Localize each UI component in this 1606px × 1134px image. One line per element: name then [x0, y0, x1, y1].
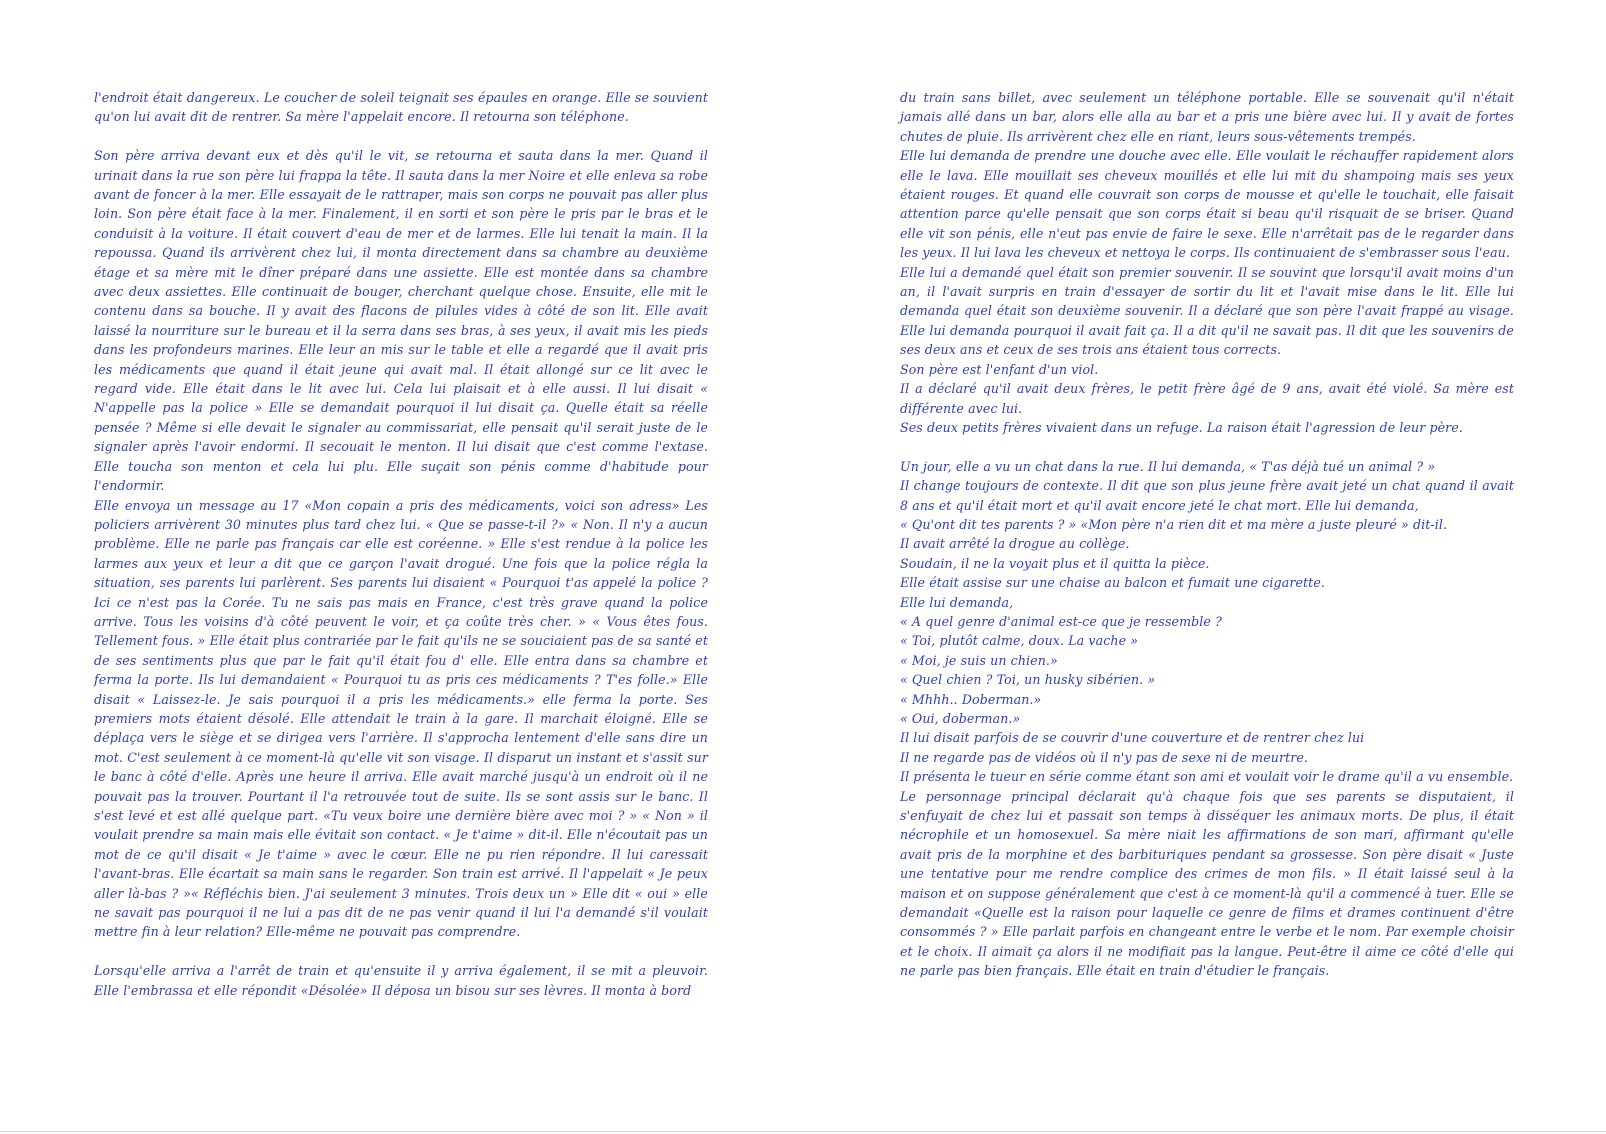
right-paragraph-10: Il avait arrêté la drogue au collège.	[900, 536, 1130, 552]
right-paragraph-3: Elle lui a demandé quel était son premier souvenir. Il se souvint que lorsqu'il avait moins d'un an, il l'avait surpris en train d'essayer de sortir du lit et l'avait mise dans le lit. Elle lui demanda quel était son deuxième souvenir. Il a déclaré que son père l'avait frappé au visage. Elle lui demanda pourquoi il avait fait ça. Il a dit qu'il ne savait pas. Il dit que les souvenirs de ses deux ans et ceux de ses trois ans étaient tous corrects.	[900, 264, 1514, 358]
right-page	[900, 88, 1514, 1088]
right-paragraph-9: « Qu'ont dit tes parents ? » «Mon père n'a rien dit et ma mère a juste pleuré » dit-il.	[900, 516, 1448, 532]
right-paragraph-2: Elle lui demanda de prendre une douche avec elle. Elle voulait le réchauffer rapidement alors elle le lava. Elle mouillait ses cheveux mouillés et elle lui mit du shampoing mais ses yeux étaient rouges. Et quand elle couvrait son corps de mousse et qu'elle le touchait, elle faisait attention parce qu'elle pensait que son corps était si beau qu'il risquait de se briser. Quand elle vit son pénis, elle n'eut pas envie de faire le sexe. Elle n'arrêtait pas de le regarder dans les yeux. Il lui lava les cheveux et nettoya le corps. Ils continuaient de s'embrasser sous l'eau.	[900, 148, 1514, 261]
left-paragraph-3: Elle envoya un message au 17 «Mon copain a pris des médicaments, voici son adress» Les policiers arrivèrent 30 minutes plus tard chez lui. « Que se passe-t-il ?» « Non. Il n'y a aucun problème. Elle ne parle pas français car elle est coréenne. » Elle s'est rendue à la police les larmes aux yeux et leur a dit que ce garçon l'avait drogué. Une fois que la police régla la situation, ses parents lui parlèrent. Ses parents lui disaient « Pourquoi t'as appelé la police ? Ici ce n'est pas la Corée. Tu ne sais pas mais en France, c'est très grave quand la police arrive. Tous les voisins d'à côté peuvent le voir, et ça coûte très cher. » « Vous êtes fous. Tellement fous. » Elle était plus contrariée par le fait qu'ils ne se souciaient pas de sa santé et de ses sentiments plus que par le fait qu'il était fou d' elle. Elle entra dans sa chambre et ferma la porte. Ils lui demandaient « Pourquoi tu as pris ces médicaments ? T'es folle.» Elle disait « Laissez-le. Je sais pourquoi il a pris les médicaments.» elle ferma la porte. Ses premiers mots étaient désolé. Elle attendait le train à la gare. Il marchait éloigné. Elle se déplaça vers le siège et se dirigea vers l'arrière. Il s'approcha lentement d'elle sans dire un mot. C'est seulement à ce moment-là qu'elle vit son visage. Il disparut un instant et s'assit sur le banc à côté d'elle. Après une heure il arriva. Elle avait marché jusqu'à un endroit où il ne pouvait pas la trouver. Pourtant il l'a retrouvée tout de suite. Ils se sont assis sur le banc. Il s'est levé et est allé quelque part. «Tu veux boire une dernière bière avec moi ? » « Non » il voulait prendre sa main mais elle évitait son contact. « Je t'aime » dit-il. Elle n'écoutait pas un mot de ce qu'il disait « Je t'aime » avec le cœur. Elle ne pu rien répondre. Il lui caressait l'avant-bras. Elle écartait sa main sans le regarder. Son train est arrivé. Il l'appelait « Je peux aller là-bas ? »« Réfléchis bien. J'ai seulement 3 minutes. Trois deux un » Elle dit « oui » elle ne savait pas pourquoi il ne lui a pas dit de ne pas venir quand il lui l'a demandé s'il voulait mettre fin à leur relation? Elle-même ne pouvait pas comprendre.	[94, 497, 708, 940]
right-paragraph-5: Il a déclaré qu'il avait deux frères, le petit frère âgé de 9 ans, avait été violé. Sa mère est différente avec lui.	[900, 381, 1514, 416]
right-paragraph-15: « Toi, plutôt calme, doux. La vache »	[900, 633, 1139, 649]
right-paragraph-18: « Mhhh.. Doberman.»	[900, 691, 1042, 707]
right-paragraph-12: Elle était assise sur une chaise au balcon et fumait une cigarette.	[900, 575, 1325, 591]
right-paragraph-17: « Quel chien ? Toi, un husky sibérien. »	[900, 672, 1156, 688]
left-page	[94, 88, 708, 1088]
right-paragraph-19: « Oui, doberman.»	[900, 710, 1021, 726]
left-paragraph-4: Lorsqu'elle arriva a l'arrêt de train et qu'ensuite il y arriva également, il se mit a pleuvoir. Elle l'embrassa et elle répondit «Désolée» Il déposa un bisou sur ses lèvres. Il monta à bord	[94, 963, 708, 998]
right-paragraph-23: Le personnage principal déclarait qu'à chaque fois que ses parents se disputaient, il s'enfuyait de chez lui et passait son temps à disséquer les animaux morts. De plus, il était nécrophile et un homosexuel. Sa mère niait les affirmations de son mari, affirmant qu'elle avait pris de la morphine et des barbituriques pendant sa grossesse. Son père disait « Juste une tentative pour me rendre complice des crimes de mon fils. » Il était laissé seul à la maison et on suppose généralement que c'est à ce moment-là qu'il a commencé à tuer. Elle se demandait «Quelle est la raison pour laquelle ce genre de films et drames continuent d'être consommés ? » Elle parlait parfois en changeant entre le verbe et le nom. Par exemple choisir et le choix. Il aimait ça alors il ne modifiait pas la langue. Peut-être il aime ce côté d'elle qui ne parle pas bien français. Elle était en train d'étudier le français.	[900, 788, 1514, 979]
right-paragraph-16: « Moi, je suis un chien.»	[900, 652, 1058, 668]
right-paragraph-20: Il lui disait parfois de se couvrir d'une couverture et de rentrer chez lui	[900, 730, 1365, 746]
bottom-divider	[0, 1131, 1606, 1132]
right-paragraph-22: Il présenta le tueur en série comme étant son ami et voulait voir le drame qu'il a vu ensemble.	[900, 769, 1514, 785]
right-paragraph-7: Un jour, elle a vu un chat dans la rue. Il lui demanda, « T'as déjà tué un animal ? »	[900, 458, 1436, 474]
left-paragraph-1: l'endroit était dangereux. Le coucher de soleil teignait ses épaules en orange. Elle se souvient qu'on lui avait dit de rentrer. Sa mère l'appelait encore. Il retourna son téléphone.	[94, 90, 708, 125]
right-paragraph-11: Soudain, il ne la voyait plus et il quitta la pièce.	[900, 555, 1210, 571]
left-paragraph-2: Son père arriva devant eux et dès qu'il le vit, se retourna et sauta dans la mer. Quand il urinait dans la rue son père lui frappa la tête. Il sauta dans la mer Noire et elle enleva sa robe avant de foncer à la mer. Elle essayait de le rattraper, mais son corps ne pouvait pas aller plus loin. Son père était face à la mer. Finalement, il en sorti et son père le pris par le bras et le conduisit à la voiture. Il était couvert d'eau de mer et de larmes. Elle lui tenait la main. Il la repoussa. Quand ils arrivèrent chez lui, il monta directement dans sa chambre au deuxième étage et sa mère mit le dîner préparé dans une assiette. Elle est montée dans sa chambre avec deux assiettes. Elle continuait de bouger, cherchant quelque chose. Ensuite, elle mit le contenu dans sa bouche. Il y avait des flacons de pilules vides à côté de son lit. Elle avait laissé la nourriture sur le bureau et il la serra dans ses bras, à ses yeux, il avait mis les pieds dans les profondeurs marines. Elle leur an mis sur le table et elle a regardé que il avait pris les médicaments que quand il était jeune qui avait mal. Il était allongé sur ce lit avec le regard vide. Elle était dans le lit avec lui. Cela lui plaisait et à elle aussi. Il lui disait « N'appelle pas la police » Elle se demandait pourquoi il lui disait ça. Quelle était sa réelle pensée ? Même si elle devait le signaler au commissariat, elle pensait qu'il serait juste de le signaler après l'avoir endormi. Il secouait le menton. Il lui disait que c'est comme l'extase. Elle toucha son menton et cela lui plu. Elle suçait son pénis comme d'habitude pour l'endormir.	[94, 148, 708, 494]
right-paragraph-8: Il change toujours de contexte. Il dit que son plus jeune frère avait jeté un chat quand il avait 8 ans et qu'il était mort et qu'il avait encore jeté le chat mort. Elle lui demanda,	[900, 478, 1514, 513]
right-paragraph-21: Il ne regarde pas de vidéos où il n'y pas de sexe ni de meurtre.	[900, 749, 1309, 765]
right-paragraph-1: du train sans billet, avec seulement un téléphone portable. Elle se souvenait qu'il n'était jamais allé dans un bar, alors elle alla au bar et a pris une bière avec lui. Il y avait de fortes chutes de pluie. Ils arrivèrent chez elle en riant, leurs sous-vêtements trempés.	[900, 90, 1514, 144]
right-paragraph-14: « A quel genre d'animal est-ce que je ressemble ?	[900, 613, 1222, 629]
right-paragraph-4: Son père est l'enfant d'un viol.	[900, 361, 1099, 377]
right-paragraph-6: Ses deux petits frères vivaient dans un refuge. La raison était l'agression de leur père.	[900, 419, 1463, 435]
right-paragraph-13: Elle lui demanda,	[900, 594, 1014, 610]
